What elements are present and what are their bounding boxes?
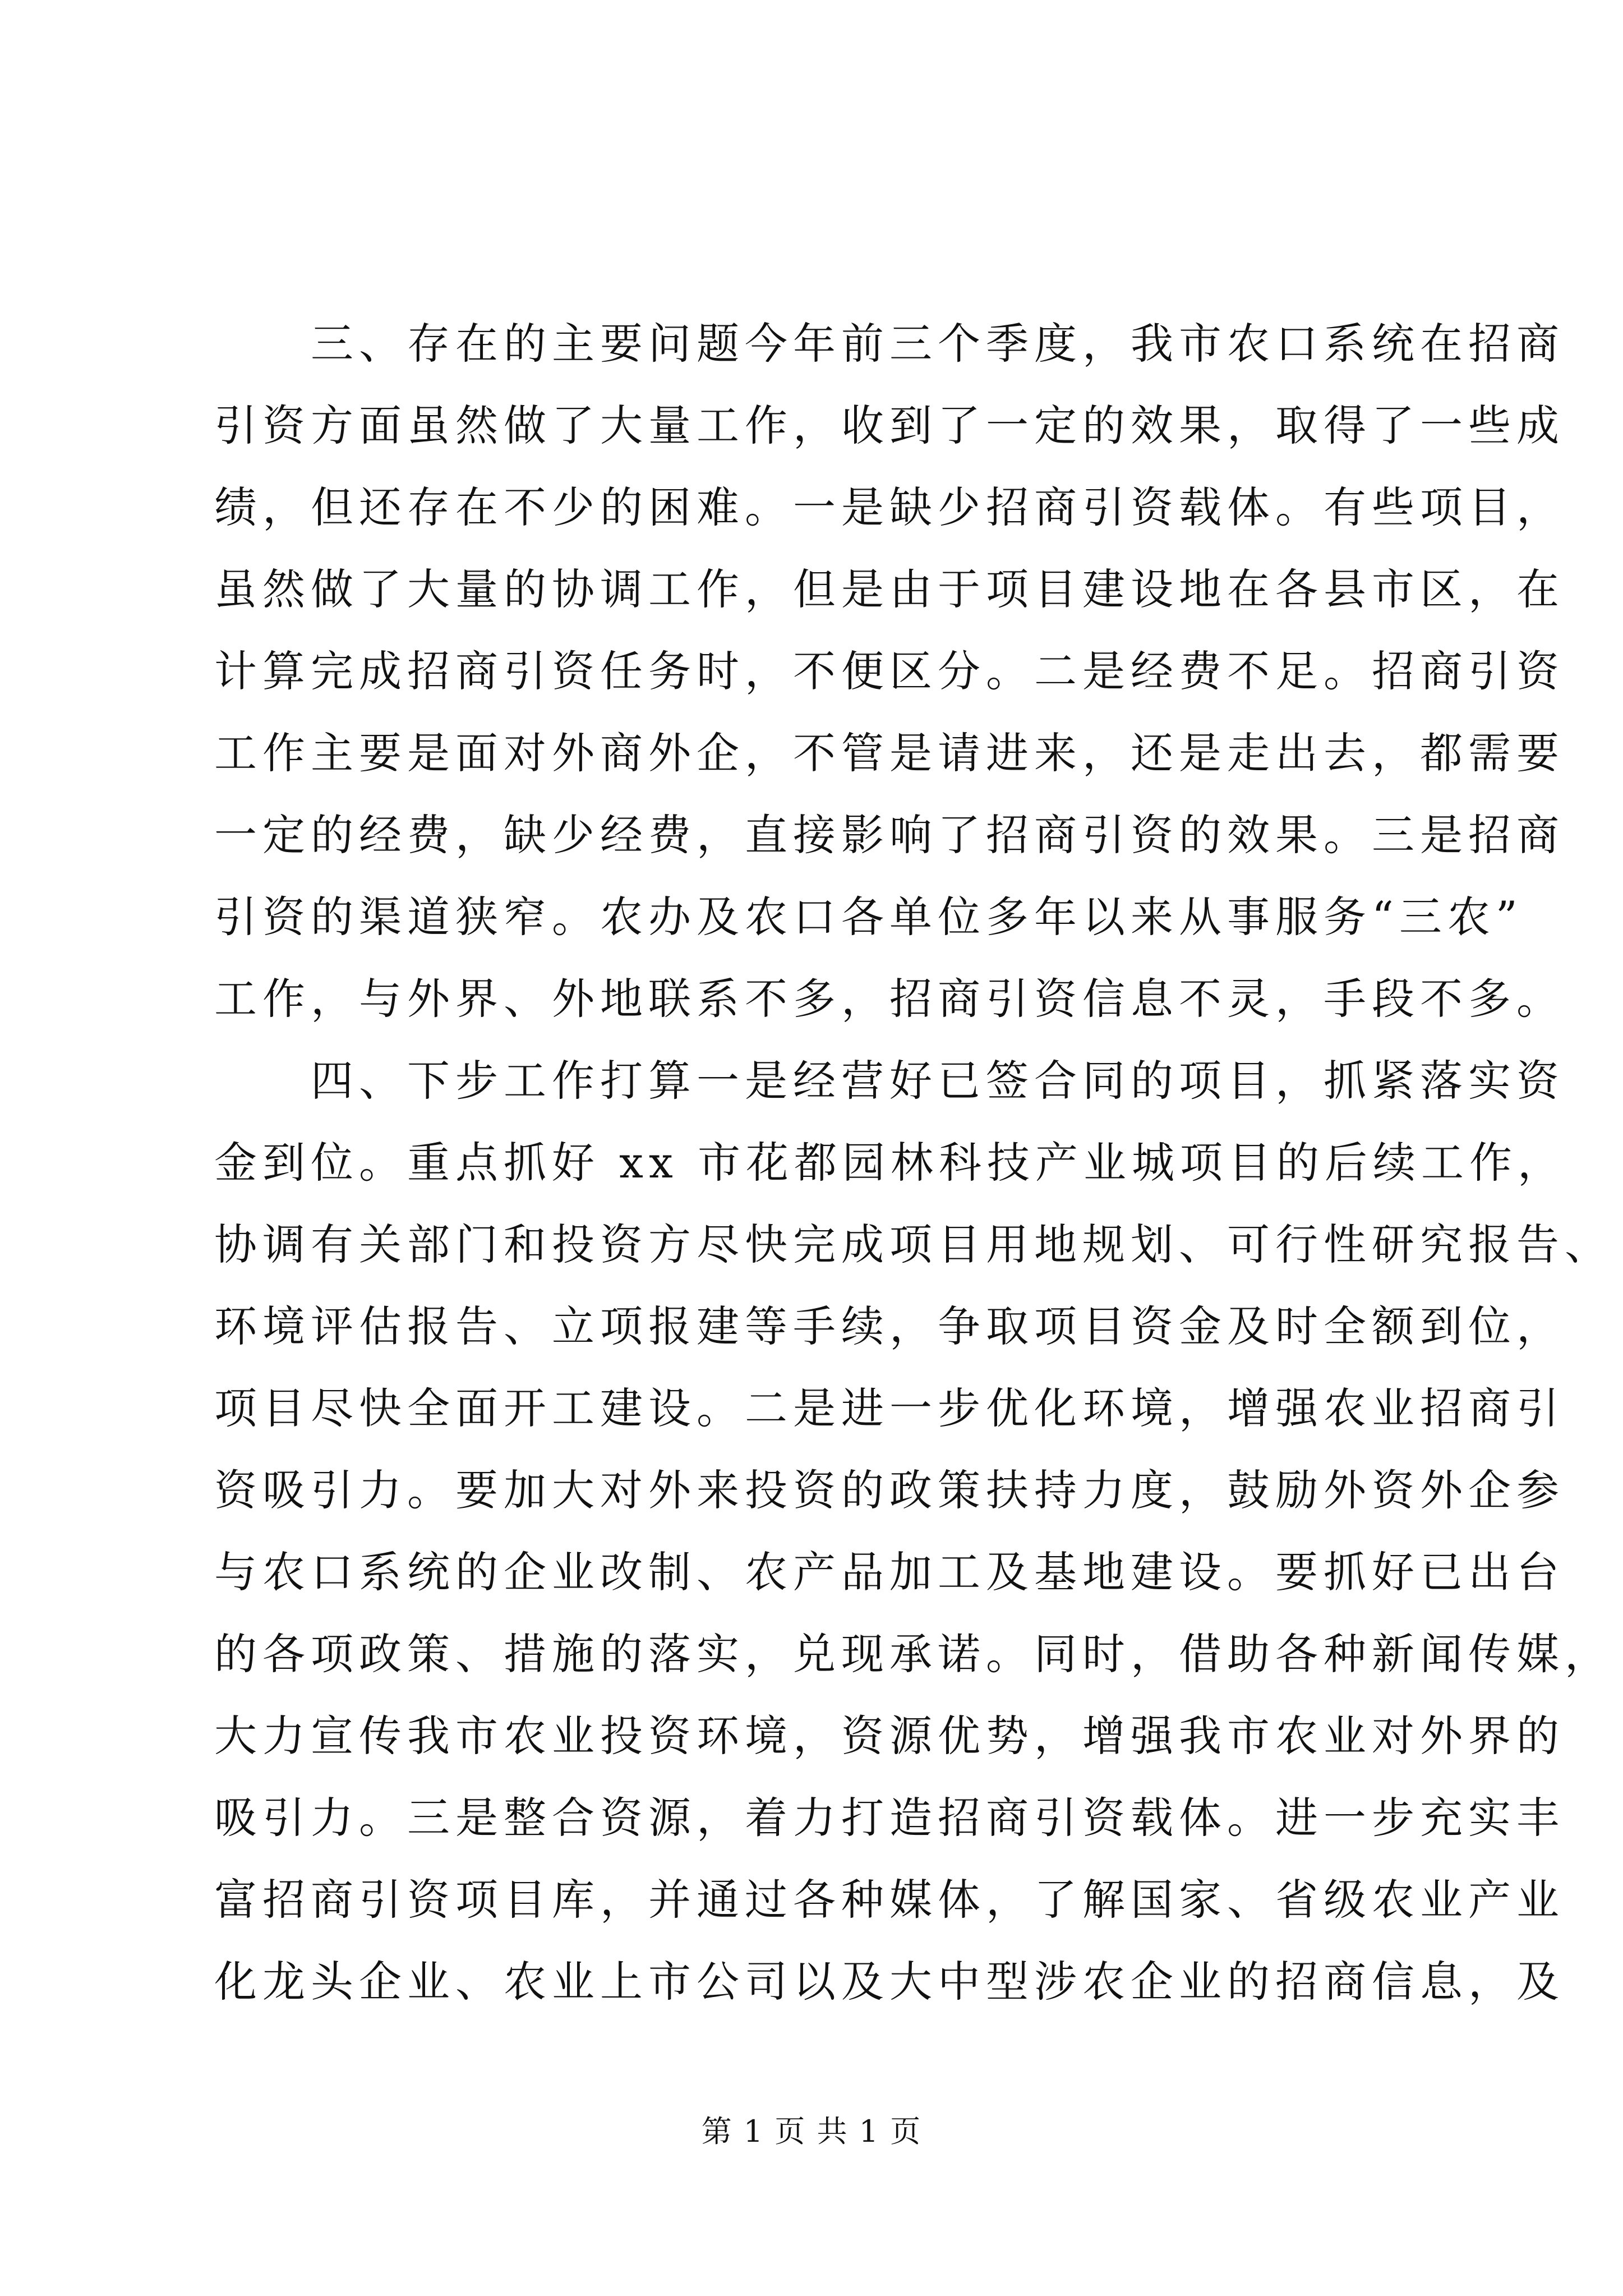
text-line: 引资方面虽然做了大量工作，收到了一定的效果，取得了一些成 bbox=[214, 401, 1565, 450]
text-line: 项目尽快全面开工建设。二是进一步优化环境，增强农业招商引 bbox=[214, 1383, 1565, 1433]
text-line: 资吸引力。要加大对外来投资的政策扶持力度，鼓励外资外企参 bbox=[214, 1465, 1565, 1515]
text-line: 三、存在的主要问题今年前三个季度，我市农口系统在招商 bbox=[214, 319, 1565, 369]
text-line: 与农口系统的企业改制、农产品加工及基地建设。要抓好已出台 bbox=[214, 1547, 1565, 1597]
text-line: 一定的经费，缺少经费，直接影响了招商引资的效果。三是招商 bbox=[214, 810, 1565, 860]
text-line: 协调有关部门和投资方尽快完成项目用地规划、可行性研究报告、 bbox=[214, 1220, 1613, 1269]
text-line: 工作，与外界、外地联系不多，招商引资信息不灵，手段不多。 bbox=[214, 974, 1565, 1024]
text-line: 工作主要是面对外商外企，不管是请进来，还是走出去，都需要 bbox=[214, 728, 1565, 778]
text-line: 虽然做了大量的协调工作，但是由于项目建设地在各县市区，在 bbox=[214, 564, 1565, 614]
text-line: 引资的渠道狭窄。农办及农口各单位多年以来从事服务“三农” bbox=[214, 892, 1523, 942]
text-line: 吸引力。三是整合资源，着力打造招商引资载体。进一步充实丰 bbox=[214, 1793, 1565, 1843]
text-line: 计算完成招商引资任务时，不便区分。二是经费不足。招商引资 bbox=[214, 646, 1565, 696]
text-line: 金到位。重点抓好 xx 市花都园林科技产业城项目的后续工作， bbox=[214, 1138, 1566, 1188]
text-line: 绩，但还存在不少的困难。一是缺少招商引资载体。有些项目， bbox=[214, 482, 1565, 532]
text-line: 的各项政策、措施的落实，兑现承诺。同时，借助各种新闻传媒， bbox=[214, 1629, 1613, 1679]
text-line: 大力宣传我市农业投资环境，资源优势，增强我市农业对外界的 bbox=[214, 1711, 1565, 1761]
body-text bbox=[214, 303, 1613, 2023]
page-footer: 第 1 页 共 1 页 bbox=[701, 2114, 922, 2149]
text-line: 环境评估报告、立项报建等手续，争取项目资金及时全额到位， bbox=[214, 1301, 1565, 1351]
text-line: 四、下步工作打算一是经营好已签合同的项目，抓紧落实资 bbox=[214, 1056, 1565, 1106]
text-line: 化龙头企业、农业上市公司以及大中型涉农企业的招商信息，及 bbox=[214, 1957, 1565, 2007]
text-line: 富招商引资项目库，并通过各种媒体，了解国家、省级农业产业 bbox=[214, 1875, 1565, 1925]
